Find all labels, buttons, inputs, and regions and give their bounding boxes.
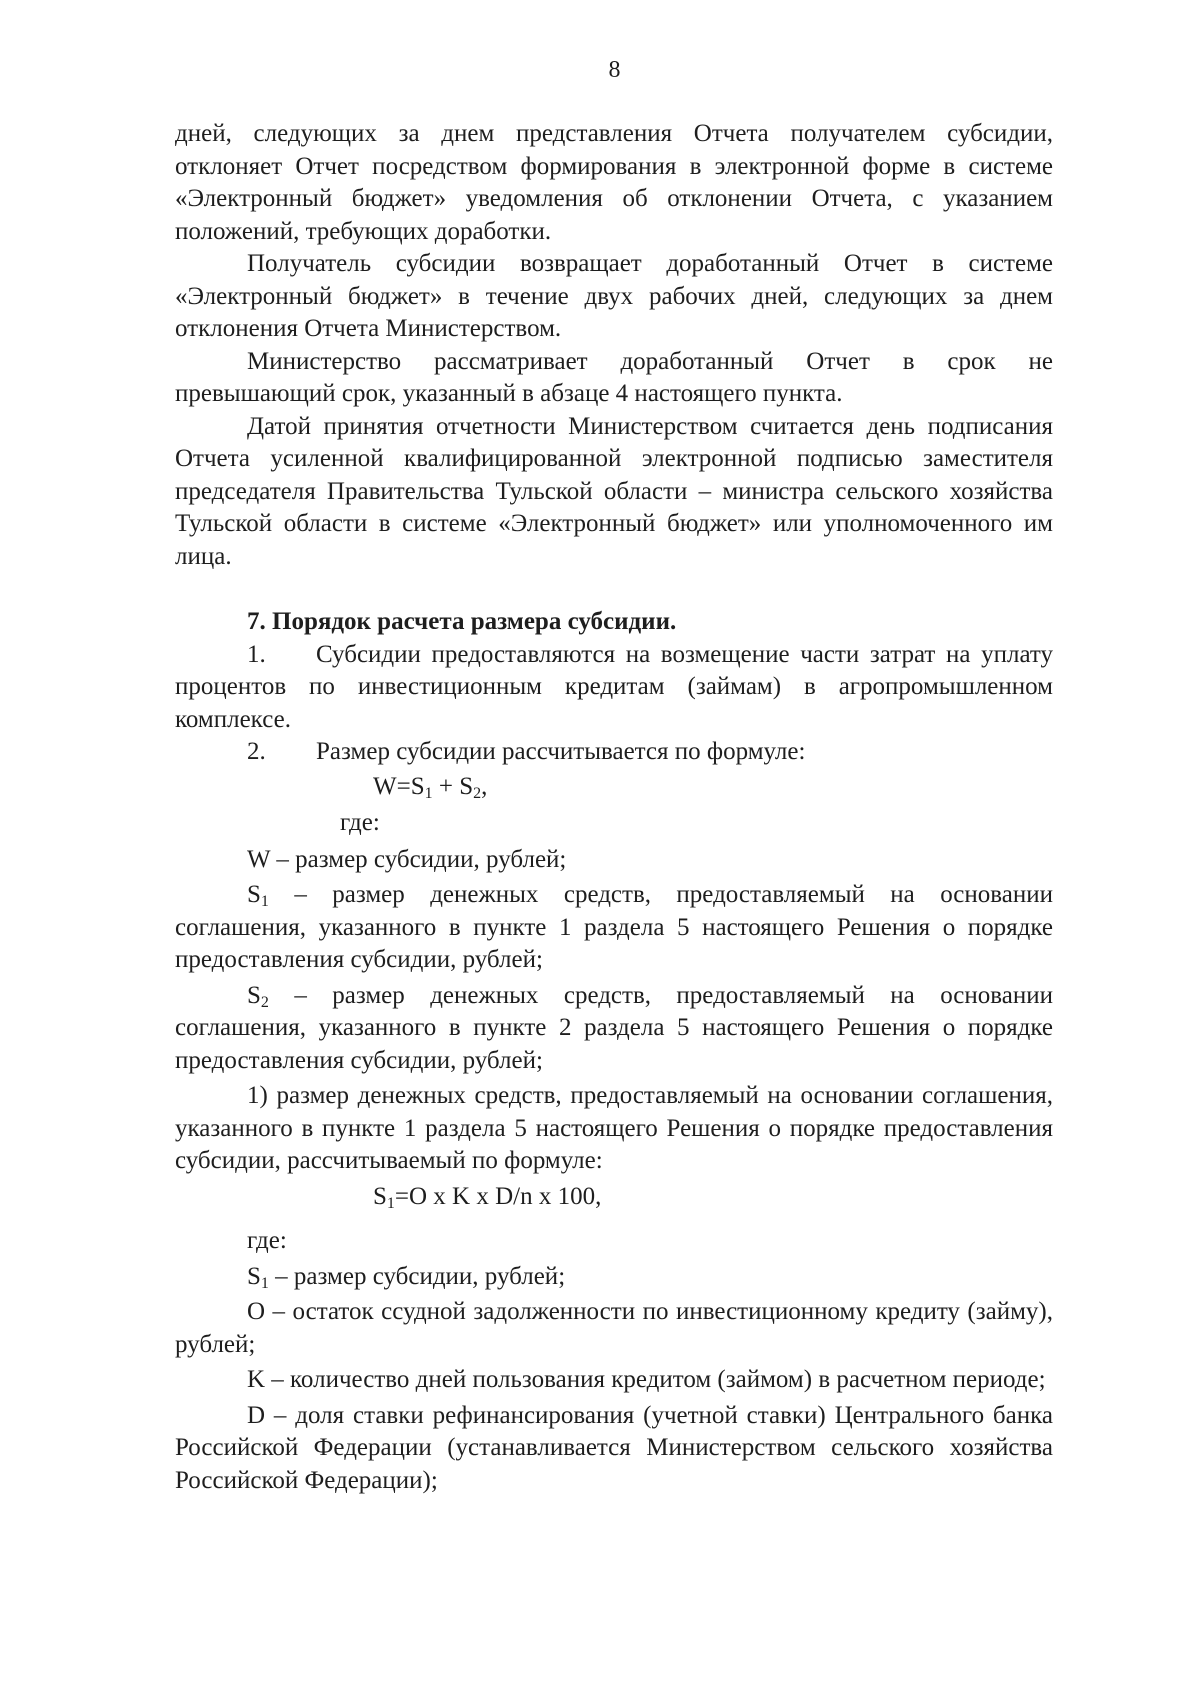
paragraph-review-report: Министерство рассматривает доработанный Отчет в срок не превышающий срок, указанный в абзаце 4 настоящего пункта. <box>175 347 1053 407</box>
formula-s1 <box>175 1181 1053 1214</box>
list-item-1 <box>175 639 1053 737</box>
paragraph-return-report: Получатель субсидии возвращает доработанный Отчет в системе «Электронный бюджет» в течение двух рабочих дней, следующих за днем отклонения Отчета Министерством. <box>175 250 1053 342</box>
where-label: где: <box>247 1227 287 1254</box>
definition-subscript: 2 <box>260 993 269 1011</box>
list-item-number: 2. <box>247 738 266 765</box>
paragraph-continuation: дней, следующих за днем представления Отчета получателем субсидии, отклоняет Отчет посредством формирования в электронной форме в системе «Электронный бюджет» уведомления об отклонении Отчета, с указанием положений, требующих доработки. <box>175 120 1053 245</box>
document-body <box>175 118 1053 1500</box>
list-item-text: Субсидии предоставляются на возмещение части затрат на уплату процентов по инвестиционным кредитам (займам) в агропромышленном комплексе. <box>175 640 1053 733</box>
sub-item-1: 1) размер денежных средств, предоставляемый на основании соглашения, указанного в пункте 1 раздела 5 настоящего Решения о порядке предоставления субсидии, рассчитываемый по формуле: <box>175 1082 1053 1174</box>
formula-part: W=S <box>373 772 425 800</box>
paragraph-acceptance-date: Датой принятия отчетности Министерством считается день подписания Отчета усиленной квалифицированной электронной подписью заместителя председателя Правительства Тульской области – министра сельского хозяйства Тульской области в системе «Электронный бюджет» или уполномоченного им лица. <box>175 412 1053 570</box>
definition-s2 <box>175 980 1053 1078</box>
definition-symbol: S <box>247 1262 261 1290</box>
definition-k: K – количество дней пользования кредитом (займом) в расчетном периоде; <box>247 1366 1046 1393</box>
formula-part: + S <box>432 772 474 800</box>
definition-subscript: 1 <box>260 893 269 910</box>
formula-subscript: 1 <box>424 784 433 802</box>
where-label: где: <box>340 809 380 836</box>
definition-symbol: S <box>247 981 261 1009</box>
definition-subscript: 1 <box>260 1274 269 1292</box>
definition-s1-subsidy <box>175 1261 1053 1294</box>
section-heading: 7. Порядок расчета размера субсидии. <box>247 608 677 635</box>
definition-s1 <box>175 879 1053 977</box>
definition-w: W – размер субсидии, рублей; <box>247 845 567 873</box>
formula-part: S <box>373 1182 387 1210</box>
list-item-number: 1. <box>247 640 266 668</box>
definition-o: O – остаток ссудной задолженности по инвестиционному кредиту (займу), рублей; <box>175 1298 1053 1358</box>
formula-part: , <box>481 772 488 800</box>
formula-part: =O x K x D/n x 100, <box>394 1182 602 1210</box>
list-item-text: Размер субсидии рассчитывается по формуле: <box>316 738 806 765</box>
definition-d: D – доля ставки рефинансирования (учетной ставки) Центрального банка Российской Федерации (устанавливается Министерством сельского хозяйства Российской Федерации); <box>175 1401 1053 1494</box>
definition-text: – размер субсидии, рублей; <box>268 1262 566 1290</box>
list-item-2 <box>175 736 1053 769</box>
formula-subscript: 1 <box>386 1194 395 1212</box>
definition-text: – размер денежных средств, предоставляемый на основании соглашения, указанного в пункте 1 раздела 5 настоящего Решения о порядке предоставления субсидии, рублей; <box>175 881 1053 973</box>
page-number: 8 <box>608 57 621 83</box>
formula-subscript: 2 <box>473 784 482 802</box>
definition-text: – размер денежных средств, предоставляемый на основании соглашения, указанного в пункте 2 раздела 5 настоящего Решения о порядке предоставления субсидии, рублей; <box>175 981 1053 1074</box>
formula-total <box>175 771 1053 804</box>
definition-symbol: S <box>247 881 261 908</box>
